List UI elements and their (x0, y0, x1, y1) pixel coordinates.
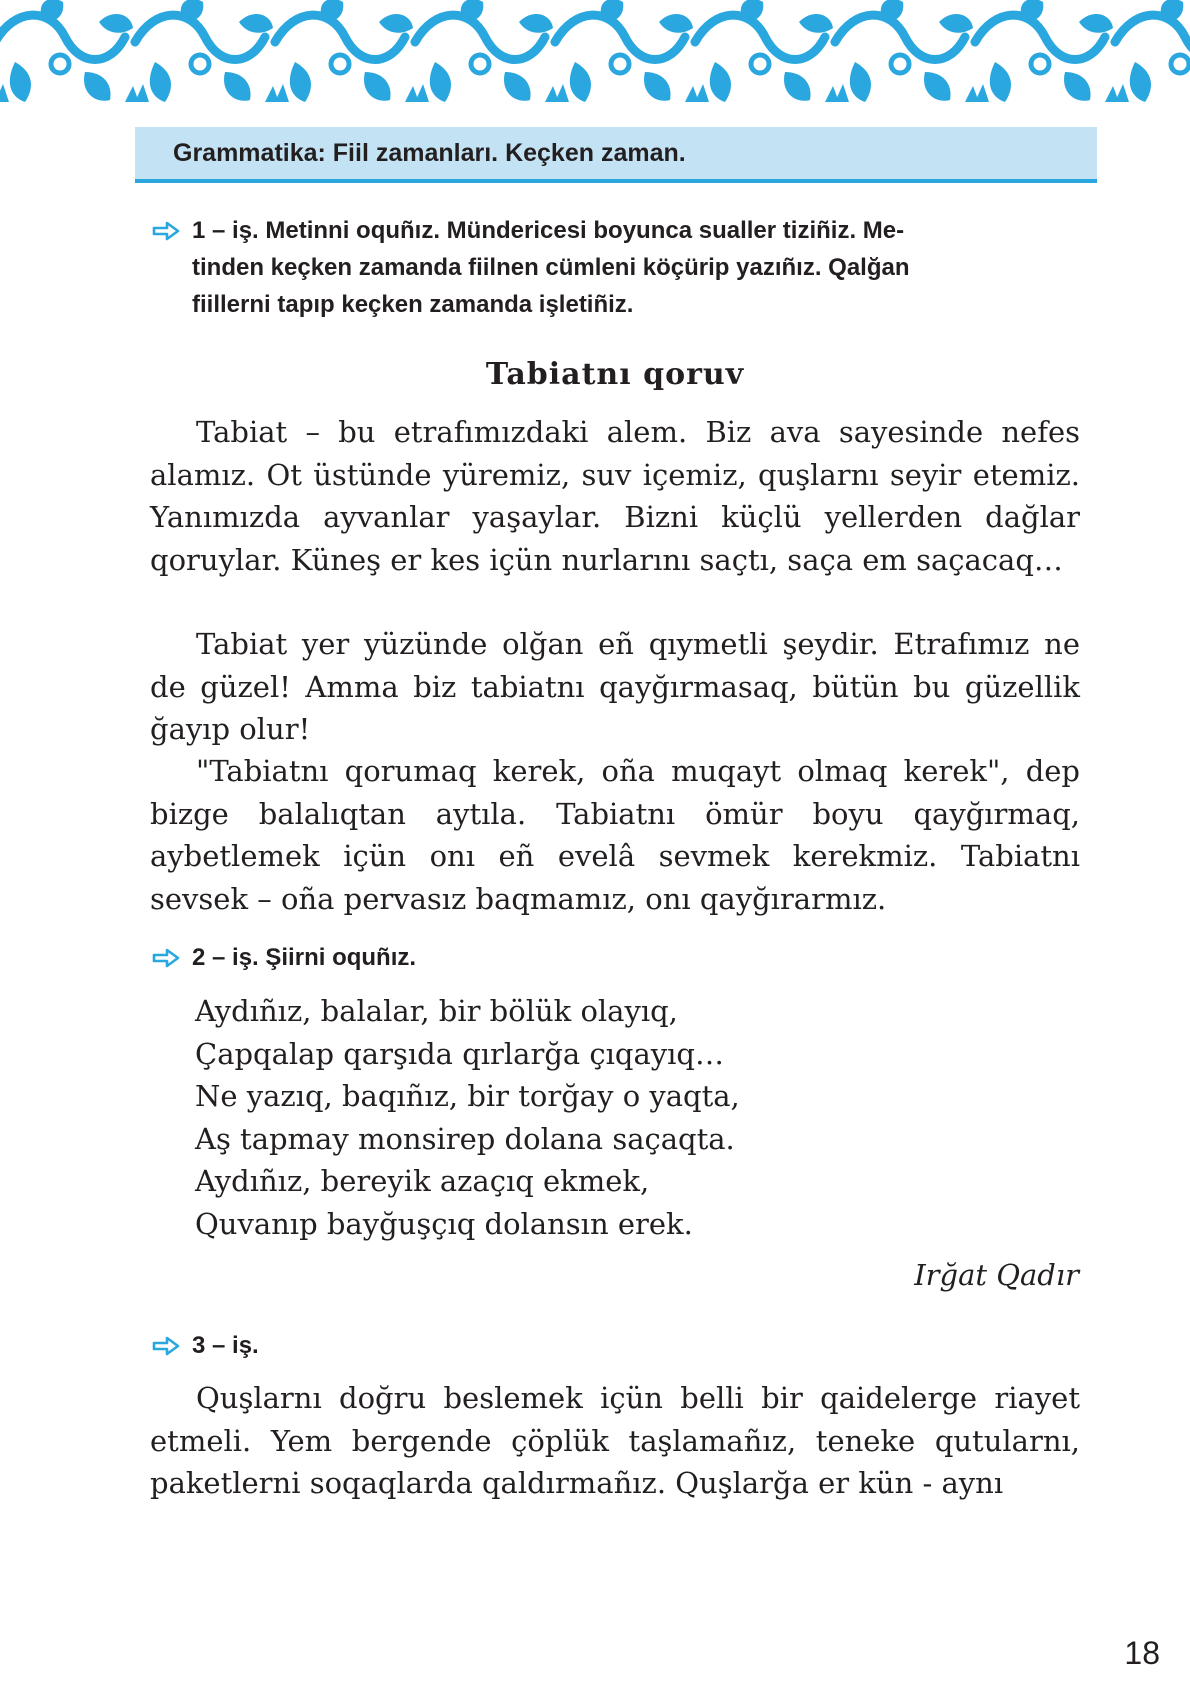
story-paragraph: Tabiat – bu etrafımızdaki alem. Biz ava sayesinde nefes alamız. Ot üstünde yüremiz, suv içemiz, quşlarnı seyir etemiz. Yanımızda ayvanlar yaşaylar. Bizni küçlü yellerden dağlar qoruylar. Küneş er kes içün nurlarını saçtı, saça em saçacaq… (150, 415, 1080, 577)
poem-line: Aydıñız, bereyik azaçıq ekmek, (195, 1164, 650, 1198)
poem-line: Quvanıp bayğuşçıq dolansın erek. (195, 1206, 693, 1241)
task-3-line: 3 – iş. (192, 1332, 259, 1359)
poem-line: Aş tapmay monsirep dolana saçaqta. (195, 1121, 735, 1156)
arrow-right-icon (152, 221, 180, 241)
story-title: Tabiatnı qoruv (485, 357, 745, 392)
poem-line: Ne yazıq, baqıñız, bir torğay o yaqta, (195, 1079, 740, 1113)
task-3-paragraph: Quşlarnı doğru beslemek içün belli bir qaidelerge riayet etmeli. Yem bergende çöplük taşlamañız, teneke qutularnı, paketlerni soqaqlarda qaldırmañız. Quşlarğa er kün - aynı (150, 1381, 1080, 1500)
task-2-line: 2 – iş. Şiirni oquñız. (192, 944, 417, 971)
story-paragraph: Tabiat yer yüzünde olğan eñ qıymetli şeydir. Etrafımız ne de güzel! Amma biz tabiatnı qayğırmasaq, bütün bu güzellik ğayıp olur! (150, 627, 1080, 746)
task-3-instruction (152, 1327, 1082, 1364)
grammar-banner-text: Grammatika: Fiil zamanları. Keçken zaman. (173, 138, 686, 167)
poem-line: Aydıñız, balalar, bir bölük olayıq, (195, 994, 678, 1028)
grammar-banner (135, 127, 1097, 183)
poem-line: Çapqalap qarşıda qırlarğa çıqayıq… (195, 1036, 724, 1071)
task-1-line: 1 – iş. Metinni oquñız. Mündericesi boyunca sualler tiziñiz. Me- (192, 217, 905, 244)
task-2-instruction (152, 939, 1082, 976)
task-1-line: tinden keçken zamanda fiilnen cümleni köçürip yazıñız. Qalğan (192, 254, 910, 281)
task-1-line: fiillerni tapıp keçken zamanda işletiñiz. (192, 291, 634, 318)
arrow-right-icon (152, 1336, 180, 1356)
arrow-right-icon (152, 948, 180, 968)
page-number: 18 (1124, 1635, 1160, 1671)
floral-ornament-icon (0, 0, 1190, 108)
poem-author: Irğat Qadır (914, 1258, 1079, 1292)
story-paragraph: "Tabiatnı qorumaq kerek, oña muqayt olmaq kerek", dep bizge balalıqtan aytıla. Tabiatnı ömür boyu qayğırmaq, aybetlemek içün onı eñ evelâ sevmek kerekmiz. Tabiatnı sevsek – oña pervasız baqmamız, onı qayğırarmız. (150, 754, 1080, 916)
poem (195, 990, 740, 1245)
task-1-instruction (152, 212, 1082, 323)
